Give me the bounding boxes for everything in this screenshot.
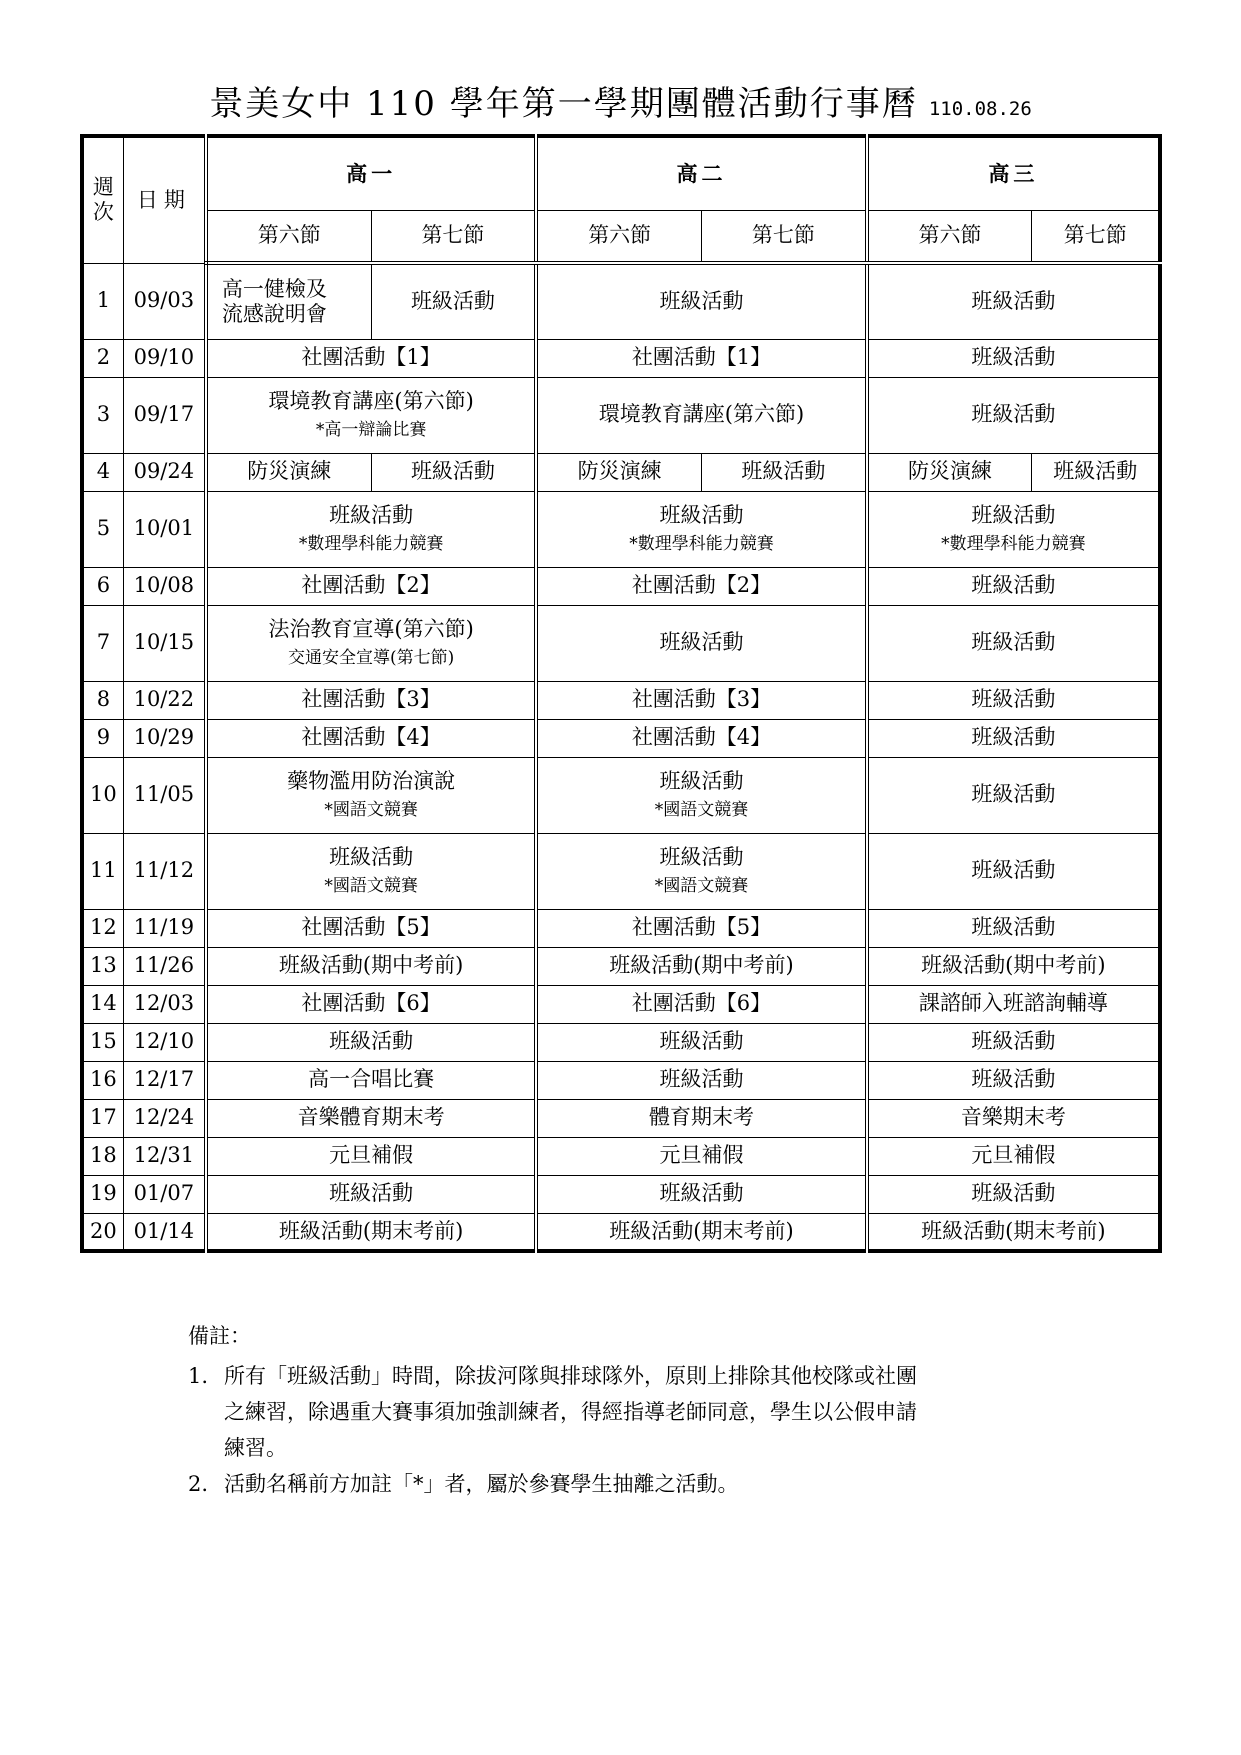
cell-text: 12/31: [133, 1143, 195, 1168]
cell-text: 13: [90, 953, 117, 978]
cell-text: 班級活動(期中考前): [278, 953, 464, 978]
cell-text: 班級活動: [659, 1181, 744, 1206]
cell-text: 12: [90, 915, 117, 940]
cell-text: 班級活動: [741, 459, 826, 484]
week-date: [123, 567, 206, 605]
cell-text: 18: [90, 1143, 117, 1168]
week-number: [82, 339, 123, 377]
cell-text: 9: [96, 725, 111, 750]
cell-text: 法治教育宣導(第六節): [268, 617, 474, 642]
note-item: [188, 1466, 1088, 1502]
grade-1-period-7: [371, 453, 536, 491]
cell-text: 班級活動(期末考前): [278, 1218, 464, 1243]
week-date: [123, 833, 206, 909]
cell-text: 01/14: [133, 1218, 195, 1243]
cell-text: 防災演練: [908, 459, 993, 484]
cell-text: 社團活動【2】: [631, 573, 772, 598]
week-number: [82, 1213, 123, 1251]
cell-text: 班級活動: [659, 630, 744, 655]
grade-1-activity: [206, 757, 536, 833]
cell-text: 09/24: [133, 459, 195, 484]
activity-calendar-table: [80, 134, 1162, 1253]
header-period: 第六節: [536, 211, 701, 264]
week-date: [123, 985, 206, 1023]
grade-2-activity: [536, 377, 866, 453]
week-date: [123, 339, 206, 377]
cell-text: 班級活動: [659, 769, 744, 794]
grade-3-activity: [867, 719, 1160, 757]
grade-2-activity: [536, 1175, 866, 1213]
cell-text: 班級活動: [971, 289, 1056, 314]
cell-text: 10/01: [133, 516, 195, 541]
header-row-grades: [82, 136, 1160, 211]
table-row: [82, 909, 1160, 947]
table-row: [82, 719, 1160, 757]
cell-text: 班級活動: [329, 1029, 414, 1054]
header-period: 第六節: [206, 211, 371, 264]
grade-3-activity: [867, 605, 1160, 681]
week-number: [82, 1023, 123, 1061]
cell-text: 10/15: [133, 630, 195, 655]
grade-1-activity: [206, 1137, 536, 1175]
week-number: [82, 1175, 123, 1213]
notes-title: 備註：: [188, 1324, 251, 1348]
cell-text: 10/08: [133, 573, 195, 598]
grade-3-activity: [867, 263, 1160, 339]
grade-1-activity: [206, 1099, 536, 1137]
cell-text: 15: [90, 1029, 117, 1054]
grade-1-activity: [206, 681, 536, 719]
table-row: [82, 263, 1160, 339]
table-row: [82, 681, 1160, 719]
grade-3-activity: [867, 377, 1160, 453]
cell-text: 10: [90, 782, 117, 807]
cell-text: 5: [96, 516, 111, 541]
cell-text: 班級活動(期末考前): [921, 1218, 1106, 1243]
grade-1-activity: [206, 1061, 536, 1099]
cell-text: 社團活動【4】: [301, 725, 441, 750]
title-date: 110.08.26: [928, 98, 1032, 120]
notes: [188, 1318, 1088, 1502]
cell-note: *高一辯論比賽: [315, 420, 427, 441]
cell-text: 6: [96, 573, 111, 598]
grade-1-activity: [206, 909, 536, 947]
grade-2-activity: [536, 1099, 866, 1137]
cell-text: 11: [90, 858, 117, 883]
grade-2-activity: [536, 719, 866, 757]
cell-text: 09/03: [133, 288, 195, 313]
cell-text: 17: [90, 1105, 117, 1130]
cell-text: 班級活動: [971, 782, 1056, 807]
cell-text: 班級活動: [971, 915, 1056, 940]
cell-note: *國語文競賽: [324, 876, 418, 897]
grade-2-activity: [536, 757, 866, 833]
cell-text: 藥物濫用防治演說: [287, 769, 456, 794]
cell-text: 班級活動: [659, 289, 744, 314]
week-date: [123, 453, 206, 491]
cell-text: 14: [90, 991, 117, 1016]
cell-note: *國語文競賽: [654, 876, 749, 897]
table-row: [82, 757, 1160, 833]
grade-1-activity: [206, 1175, 536, 1213]
cell-text: 班級活動: [1053, 459, 1138, 484]
header-period: 第七節: [371, 211, 536, 264]
cell-text: 環境教育講座(第六節): [598, 402, 805, 427]
week-number: [82, 719, 123, 757]
grade-1-activity: [206, 567, 536, 605]
grade-3-activity: [867, 947, 1160, 985]
grade-1-activity: [206, 491, 536, 567]
cell-text: 班級活動: [659, 1067, 744, 1092]
week-number: [82, 1137, 123, 1175]
grade-2-activity: [536, 1023, 866, 1061]
cell-text: 班級活動: [659, 1029, 744, 1054]
cell-text: 社團活動【1】: [631, 345, 772, 370]
cell-text: 12/17: [133, 1067, 195, 1092]
grade-3-period-7: [1032, 453, 1160, 491]
cell-text: 09/10: [133, 345, 195, 370]
grade-2-period-6: [536, 453, 701, 491]
week-date: [123, 719, 206, 757]
cell-text: 班級活動: [971, 402, 1056, 427]
table-row: [82, 947, 1160, 985]
table-row: [82, 1023, 1160, 1061]
grade-3-activity: [867, 1137, 1160, 1175]
header-date: 日期: [123, 136, 206, 263]
cell-text: 10/29: [133, 725, 195, 750]
grade-1-activity: [206, 947, 536, 985]
grade-2-activity: [536, 1213, 866, 1251]
grade-2-activity: [536, 947, 866, 985]
grade-2-period-7: [702, 453, 867, 491]
cell-text: 班級活動: [659, 503, 744, 528]
grade-1-activity: [206, 377, 536, 453]
note-text: [224, 1466, 739, 1502]
grade-2-activity: [536, 339, 866, 377]
cell-text: 12/03: [133, 991, 195, 1016]
cell-text: 元旦補假: [329, 1143, 414, 1168]
week-number: [82, 681, 123, 719]
cell-text: 班級活動: [971, 630, 1056, 655]
grade-1-activity: [206, 605, 536, 681]
table-row: [82, 377, 1160, 453]
header-week: 週次: [82, 136, 123, 263]
week-number: [82, 985, 123, 1023]
note-line: 活動名稱前方加註「*」者，屬於參賽學生抽離之活動。: [224, 1472, 739, 1496]
cell-text: 2: [96, 345, 111, 370]
grade-3-activity: [867, 909, 1160, 947]
cell-text: 班級活動: [971, 725, 1056, 750]
grade-3-activity: [867, 1061, 1160, 1099]
table-row: [82, 491, 1160, 567]
cell-note: *數理學科能力競賽: [941, 534, 1086, 555]
header-period: 第六節: [867, 211, 1032, 264]
week-date: [123, 1175, 206, 1213]
week-date: [123, 1061, 206, 1099]
week-number: [82, 1061, 123, 1099]
cell-text: 班級活動: [971, 687, 1056, 712]
week-number: [82, 757, 123, 833]
grade-1-activity: [206, 1023, 536, 1061]
grade-2-activity: [536, 909, 866, 947]
table-row: [82, 453, 1160, 491]
cell-text: 體育期末考: [649, 1105, 754, 1130]
week-date: [123, 1137, 206, 1175]
cell-text: 社團活動【1】: [301, 345, 441, 370]
note-number: 2.: [188, 1472, 209, 1496]
grade-3-activity: [867, 985, 1160, 1023]
cell-text: 班級活動: [329, 1181, 414, 1206]
cell-text: 班級活動: [971, 858, 1056, 883]
cell-note: *國語文競賽: [324, 800, 418, 821]
grade-2-activity: [536, 1137, 866, 1175]
week-date: [123, 605, 206, 681]
week-date: [123, 1099, 206, 1137]
week-number: [82, 453, 123, 491]
cell-note: 交通安全宣導(第七節): [287, 648, 455, 669]
grade-3-activity: [867, 757, 1160, 833]
week-date: [123, 263, 206, 339]
grade-3-activity: [867, 339, 1160, 377]
cell-text: 社團活動【6】: [301, 991, 441, 1016]
grade-3-activity: [867, 567, 1160, 605]
cell-text: 社團活動【5】: [301, 915, 441, 940]
table-row: [82, 1137, 1160, 1175]
grade-3-activity: [867, 833, 1160, 909]
table-row: [82, 1213, 1160, 1251]
cell-text: 班級活動(期中考前): [921, 953, 1106, 978]
cell-text: 防災演練: [247, 459, 332, 484]
week-number: [82, 263, 123, 339]
cell-text: 高一健檢及: [221, 276, 327, 301]
cell-text: 7: [96, 630, 111, 655]
table-row: [82, 833, 1160, 909]
cell-text: 12/24: [133, 1105, 195, 1130]
cell-text: 4: [96, 459, 111, 484]
table-row: [82, 1099, 1160, 1137]
table-row: [82, 605, 1160, 681]
cell-note: *國語文競賽: [654, 800, 749, 821]
table-row: [82, 567, 1160, 605]
cell-text: 11/26: [133, 953, 195, 978]
header-period: 第七節: [702, 211, 867, 264]
cell-text: 班級活動: [659, 845, 744, 870]
cell-text: 課諮師入班諮詢輔導: [918, 991, 1108, 1016]
grade-3-activity: [867, 1023, 1160, 1061]
week-date: [123, 947, 206, 985]
grade-3-activity: [867, 1175, 1160, 1213]
cell-text: 防災演練: [577, 459, 662, 484]
cell-text: 班級活動: [971, 345, 1056, 370]
cell-text: 19: [90, 1181, 117, 1206]
note-text: [224, 1358, 917, 1466]
grade-2-activity: [536, 1061, 866, 1099]
table-row: [82, 1061, 1160, 1099]
cell-text: 班級活動: [971, 1029, 1056, 1054]
week-date: [123, 757, 206, 833]
grade-1-period-7: [371, 263, 536, 339]
cell-text: 音樂期末考: [960, 1105, 1066, 1130]
grade-2-activity: [536, 681, 866, 719]
week-date: [123, 491, 206, 567]
cell-text: 班級活動: [971, 1181, 1056, 1206]
grade-2-activity: [536, 985, 866, 1023]
cell-text: 社團活動【4】: [631, 725, 772, 750]
header-grade-1: 高一: [206, 136, 536, 211]
cell-text: 班級活動: [329, 845, 414, 870]
week-date: [123, 1213, 206, 1251]
cell-text: 社團活動【3】: [301, 687, 441, 712]
cell-text: 12/10: [133, 1029, 195, 1054]
cell-text: 8: [96, 687, 111, 712]
week-number: [82, 1099, 123, 1137]
week-date: [123, 909, 206, 947]
grade-1-activity: [206, 719, 536, 757]
grade-2-activity: [536, 491, 866, 567]
cell-note: *數理學科能力競賽: [629, 534, 774, 555]
cell-text: 班級活動(期中考前): [609, 953, 794, 978]
grade-1-activity: [206, 985, 536, 1023]
week-number: [82, 491, 123, 567]
week-number: [82, 909, 123, 947]
note-item: [188, 1358, 1088, 1466]
page-title: [0, 76, 1241, 125]
cell-text: 11/12: [133, 858, 195, 883]
week-date: [123, 377, 206, 453]
note-line: 所有「班級活動」時間，除拔河隊與排球隊外，原則上排除其他校隊或社團: [224, 1364, 917, 1388]
cell-text: 09/17: [133, 402, 195, 427]
cell-text: 元旦補假: [659, 1143, 744, 1168]
cell-text: 音樂體育期末考: [297, 1105, 445, 1130]
grade-3-activity: [867, 681, 1160, 719]
grade-3-activity: [867, 1213, 1160, 1251]
grade-1-period-6: [206, 263, 371, 339]
cell-text: 社團活動【5】: [631, 915, 772, 940]
cell-text: 班級活動: [971, 1067, 1056, 1092]
cell-text: 班級活動: [410, 459, 495, 484]
week-number: [82, 833, 123, 909]
grade-1-period-6: [206, 453, 371, 491]
cell-text: 高一合唱比賽: [308, 1067, 435, 1092]
grade-3-activity: [867, 491, 1160, 567]
grade-2-activity: [536, 833, 866, 909]
week-number: [82, 377, 123, 453]
cell-text: 社團活動【2】: [301, 573, 441, 598]
grade-3-activity: [867, 1099, 1160, 1137]
grade-2-activity: [536, 263, 866, 339]
cell-text: 班級活動: [329, 503, 414, 528]
header-period: 第七節: [1032, 211, 1160, 264]
week-number: [82, 947, 123, 985]
notes-list: [188, 1358, 1088, 1502]
cell-text: 11/19: [133, 915, 195, 940]
cell-text: 環境教育講座(第六節): [268, 389, 474, 414]
cell-text: 20: [90, 1218, 117, 1243]
note-line: 之練習，除遇重大賽事須加強訓練者，得經指導老師同意，學生以公假申請: [224, 1400, 917, 1424]
note-line: 練習。: [224, 1436, 287, 1460]
cell-text: 班級活動: [971, 503, 1056, 528]
header-row-periods: [82, 211, 1160, 264]
grade-1-activity: [206, 1213, 536, 1251]
cell-text: 元旦補假: [971, 1143, 1056, 1168]
cell-text: 01/07: [133, 1181, 195, 1206]
grade-1-activity: [206, 833, 536, 909]
cell-note: *數理學科能力競賽: [298, 534, 444, 555]
cell-text: 3: [96, 402, 111, 427]
header-grade-3: 高三: [867, 136, 1160, 211]
cell-text: 16: [90, 1067, 117, 1092]
cell-text: 流感說明會: [221, 301, 327, 326]
grade-3-period-6: [867, 453, 1032, 491]
week-number: [82, 567, 123, 605]
table-row: [82, 985, 1160, 1023]
cell-text: 1: [96, 288, 111, 313]
cell-text: 社團活動【6】: [631, 991, 772, 1016]
header-grade-2: 高二: [536, 136, 866, 211]
cell-text: 班級活動(期末考前): [609, 1218, 794, 1243]
week-date: [123, 681, 206, 719]
week-date: [123, 1023, 206, 1061]
grade-1-activity: [206, 339, 536, 377]
cell-text: 社團活動【3】: [631, 687, 772, 712]
cell-text: 班級活動: [971, 573, 1056, 598]
grade-2-activity: [536, 605, 866, 681]
grade-2-activity: [536, 567, 866, 605]
table-row: [82, 339, 1160, 377]
week-number: [82, 605, 123, 681]
title-text: 景美女中 110 學年第一學期團體活動行事曆: [209, 84, 918, 124]
cell-text: 11/05: [133, 782, 195, 807]
note-number: 1.: [188, 1364, 209, 1388]
cell-text: 10/22: [133, 687, 195, 712]
cell-text: 班級活動: [410, 289, 495, 314]
table-row: [82, 1175, 1160, 1213]
